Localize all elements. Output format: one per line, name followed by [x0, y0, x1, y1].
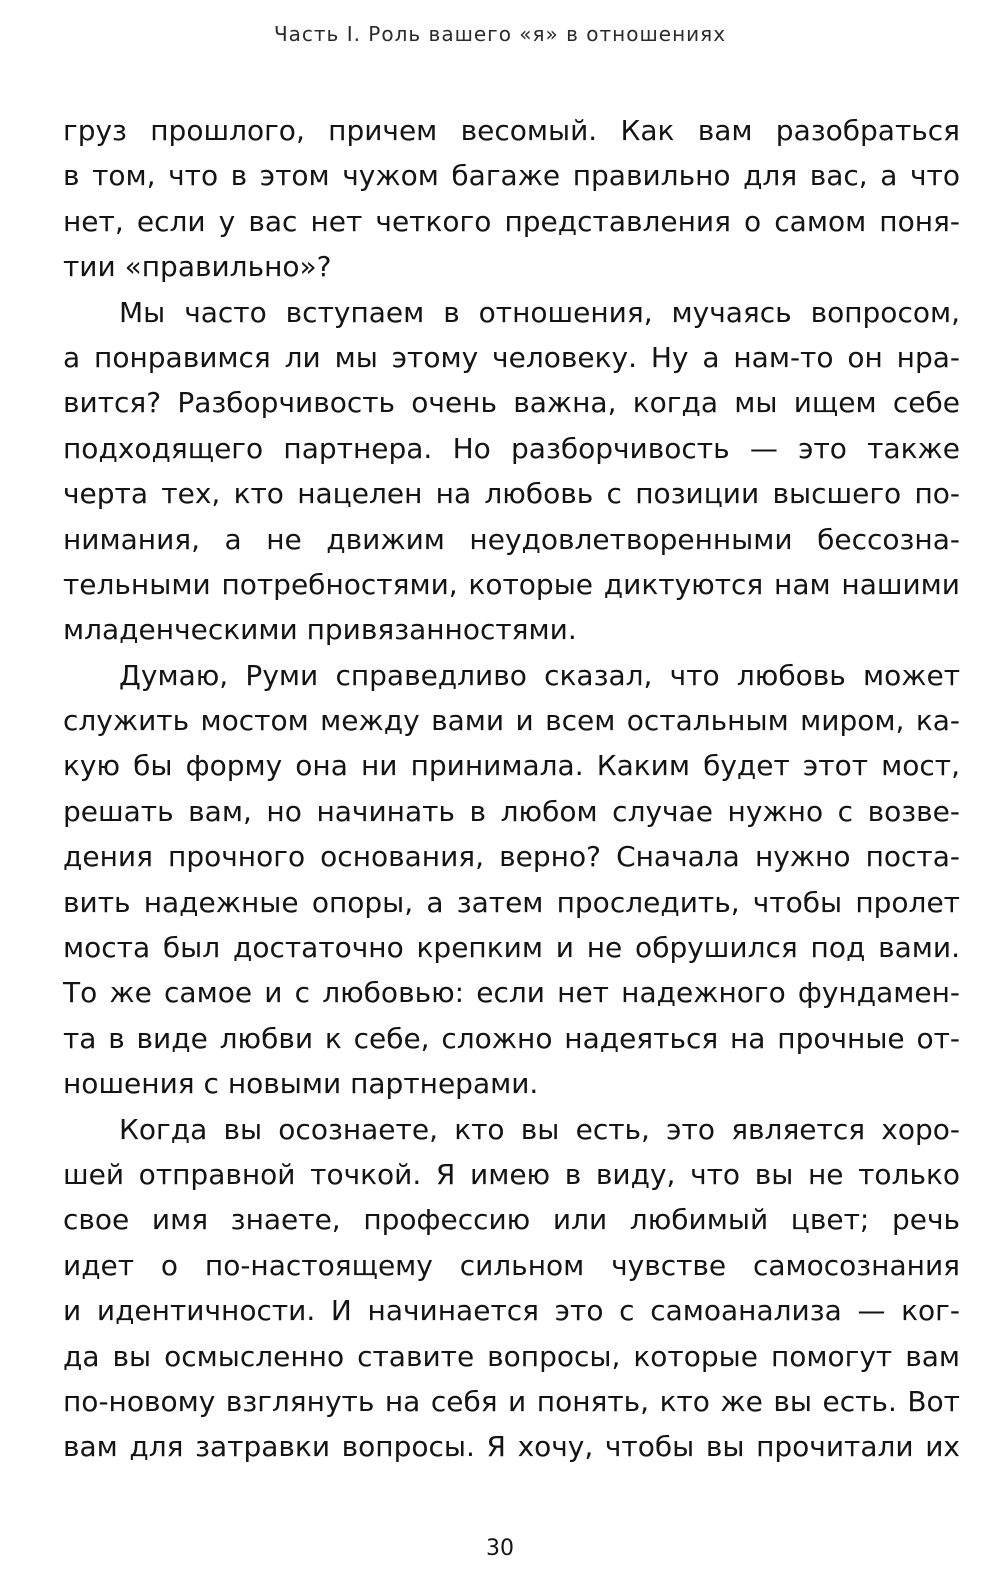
text-line: по-новому взглянуть на себя и понять, кто же вы есть. Вот — [63, 1384, 960, 1418]
text-line: вить надежные опоры, а затем проследить, чтобы пролет — [63, 885, 960, 919]
text-line: в том, что в этом чужом багаже правильно для вас, а что — [63, 159, 960, 193]
text-line: младенческими привязанностями. — [63, 613, 577, 647]
text-line: подходящего партнера. Но разборчивость — это также — [63, 431, 960, 465]
text-line: да вы осмысленно ставите вопросы, которые помогут вам — [63, 1339, 960, 1373]
text-line: та в виде любви к себе, сложно надеяться на прочные от- — [63, 1021, 960, 1055]
text-line: вится? Разборчивость очень важна, когда мы ищем себе — [63, 386, 960, 420]
text-line: а понравимся ли мы этому человеку. Ну а нам-то он нра- — [63, 340, 960, 374]
text-line: нимания, а не движим неудовлетворенными бессозна- — [63, 522, 960, 556]
text-line: кую бы форму она ни принимала. Каким будет этот мост, — [63, 749, 960, 783]
text-line: тельными потребностями, которые диктуются нам нашими — [63, 567, 960, 601]
text-line: служить мостом между вами и всем остальным миром, ка- — [63, 704, 960, 738]
text-line: То же самое и с любовью: если нет надежного фундамен- — [63, 976, 960, 1010]
text-line: вам для затравки вопросы. Я хочу, чтобы вы прочитали их — [63, 1430, 960, 1464]
text-line: нет, если у вас нет четкого представления о самом поня- — [63, 204, 960, 238]
paragraph-first-line: Думаю, Руми справедливо сказал, что любовь может — [119, 658, 960, 692]
body-text — [63, 108, 960, 1470]
text-line: моста был достаточно крепким и не обрушился под вами. — [63, 931, 960, 965]
paragraph-first-line: Когда вы осознаете, кто вы есть, это является хоро- — [119, 1112, 960, 1146]
text-line: шей отправной точкой. Я имею в виду, что вы не только — [63, 1157, 960, 1191]
paragraph-first-line: Мы часто вступаем в отношения, мучаясь вопросом, — [119, 295, 960, 329]
text-line: свое имя знаете, профессию или любимый цвет; речь — [63, 1203, 960, 1237]
text-line: идет о по-настоящему сильном чувстве самосознания — [63, 1248, 960, 1282]
text-line: черта тех, кто нацелен на любовь с позиции высшего по- — [63, 477, 960, 511]
text-line: решать вам, но начинать в любом случае нужно с возве- — [63, 794, 960, 828]
text-line: тии «правильно»? — [63, 250, 332, 284]
page-number: 30 — [486, 1536, 514, 1561]
text-line: ношения с новыми партнерами. — [63, 1067, 539, 1101]
text-line: дения прочного основания, верно? Сначала нужно поста- — [63, 840, 960, 874]
text-line: груз прошлого, причем весомый. Как вам разобраться — [63, 114, 960, 147]
running-head: Часть I. Роль вашего «я» в отношениях — [273, 22, 727, 46]
text-line: и идентичности. И начинается это с самоанализа — ког- — [63, 1294, 960, 1328]
